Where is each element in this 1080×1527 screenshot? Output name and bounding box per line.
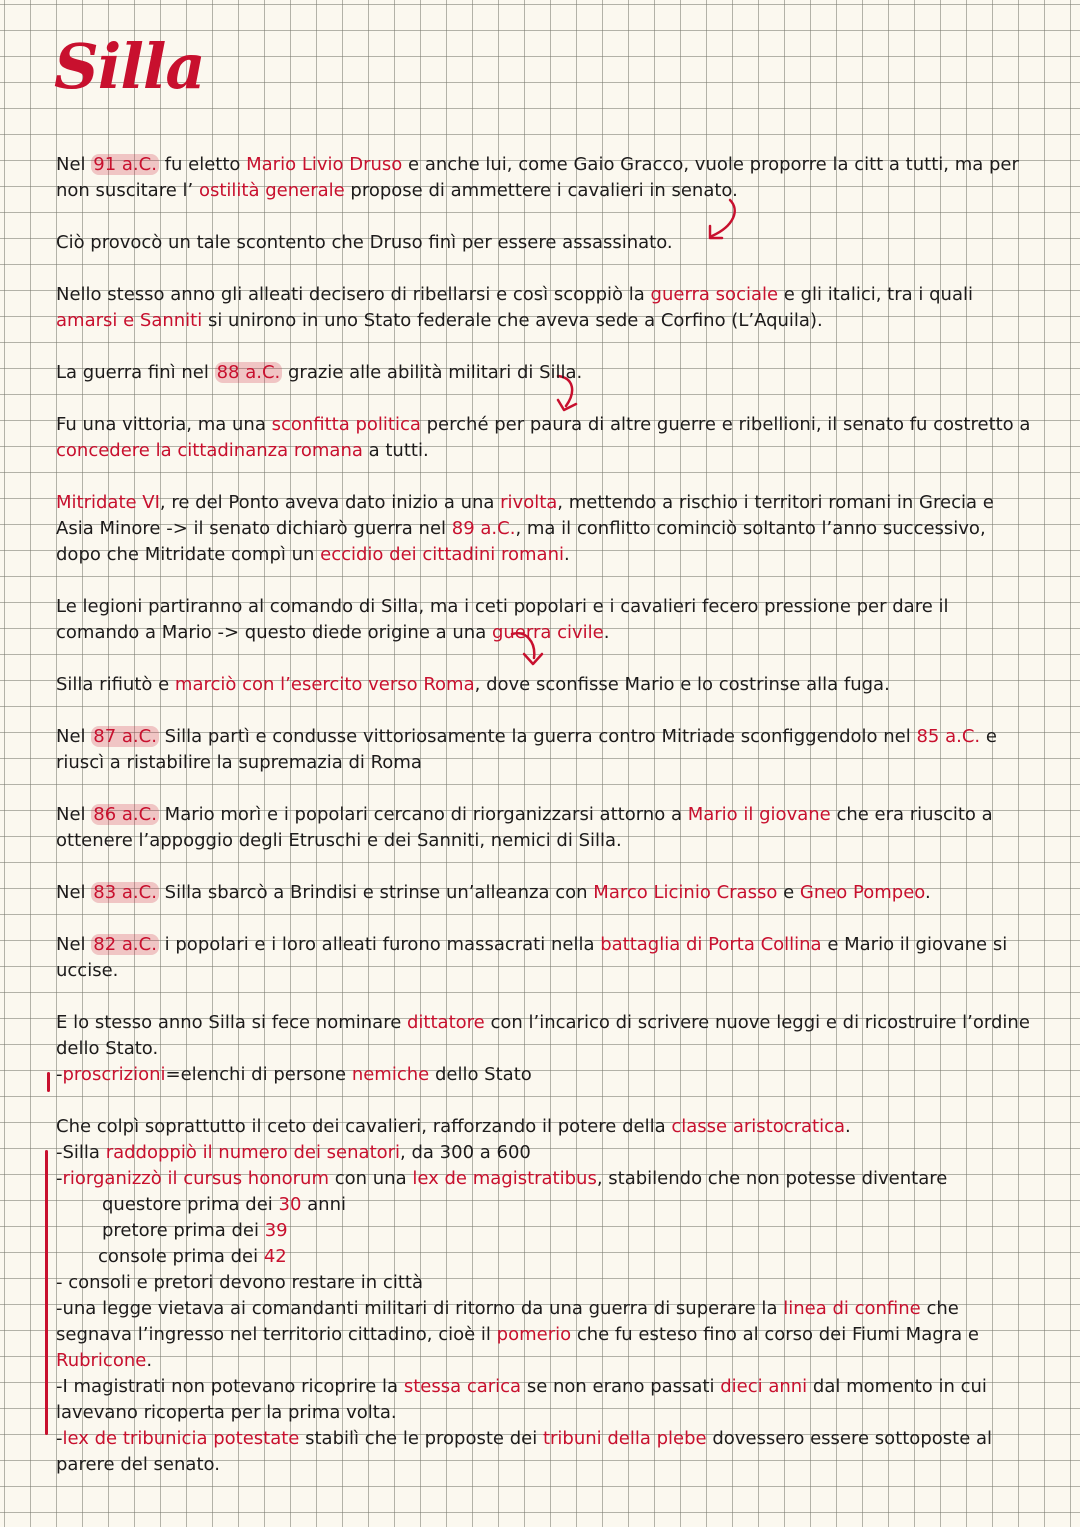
text: Nel [56, 934, 92, 955]
text: , mettendo a rischio i territori romani in Grecia e Asia Minore -> il senato dichiarò guerra nel [56, 492, 994, 539]
text: - consoli e pretori devono restare in città [56, 1272, 423, 1293]
date-highlight: 83 a.C. [93, 882, 157, 903]
keyword: raddoppiò il numero dei senatori [105, 1142, 401, 1163]
text: Silla partì e condusse vittoriosamente la guerra contro Mitriade sconfiggendolo nel [158, 726, 917, 747]
keyword: ostilità generale [198, 180, 345, 201]
text: anni [301, 1194, 346, 1215]
text: che segnava l’ingresso nel territorio cittadino, cioè il [56, 1298, 959, 1345]
keyword: Rubricone [56, 1350, 147, 1371]
keyword: guerra civile [491, 622, 604, 643]
keyword: linea di confine [783, 1298, 921, 1319]
keyword: classe aristocratica [671, 1116, 846, 1137]
keyword: proscrizioni [62, 1064, 166, 1085]
keyword: tribuni della plebe [542, 1428, 707, 1449]
keyword: amarsi e Sanniti [56, 310, 203, 331]
keyword: nemiche [351, 1064, 430, 1085]
text: -Silla [56, 1142, 106, 1163]
text: Silla sbarcò a Brindisi e strinse un’alleanza con [158, 882, 594, 903]
text: dovessero essere sottoposte al parere del senato. [56, 1428, 993, 1475]
text: con l’incarico di scrivere nuove leggi e di ricostruire l’ordine dello Stato. [56, 1012, 1030, 1059]
keyword: 30 [278, 1194, 302, 1215]
list-item [56, 1244, 1031, 1270]
date-highlight: 88 a.C. [216, 362, 281, 383]
keyword: riorganizzò il cursus honorum [62, 1168, 329, 1189]
list-item [56, 1140, 1031, 1166]
text: Nel [56, 804, 92, 825]
keyword: guerra sociale [650, 284, 779, 305]
paragraph [56, 1062, 1031, 1088]
text: che fu esteso fino al corso dei Fiumi Magra e [571, 1324, 979, 1345]
keyword: lex de magistratibus [412, 1168, 597, 1189]
text: con una [329, 1168, 413, 1189]
keyword: rivolta [500, 492, 558, 513]
date-highlight: 82 a.C. [93, 934, 157, 955]
text: e gli italici, tra i quali [778, 284, 973, 305]
keyword: eccidio dei cittadini romani [320, 544, 564, 565]
list-item [56, 1166, 1031, 1192]
text: perché per paura di altre guerre e ribellioni, il senato fu costretto a [420, 414, 1031, 435]
text: , ma il conflitto cominciò soltanto l’anno successivo, dopo che Mitridate compì un [56, 518, 986, 565]
text: , re del Ponto aveva dato inizio a una [159, 492, 501, 513]
text: console prima dei [98, 1246, 264, 1267]
list-item [56, 1374, 1031, 1426]
paragraph [56, 152, 1031, 204]
keyword: dittatore [407, 1012, 485, 1033]
text: si unirono in uno Stato federale che aveva sede a Corfino (L’Aquila). [202, 310, 823, 331]
text: Nel [56, 726, 92, 747]
text: e anche lui, come Gaio Gracco, vuole proporre la citt a tutti, ma per non suscitare l’ [56, 154, 1019, 201]
text: Nel [56, 154, 92, 175]
date-highlight: 87 a.C. [93, 726, 157, 747]
keyword: Mario Livio Druso [246, 154, 403, 175]
margin-bar [45, 1150, 48, 1435]
keyword: marciò con l’esercito verso Roma [174, 674, 475, 695]
text: propose di ammettere i cavalieri in senato. [344, 180, 738, 201]
text: -una legge vietava ai comandanti militari di ritorno da una guerra di superare la [56, 1298, 784, 1319]
margin-bar [47, 1072, 50, 1092]
text: Ciò provocò un tale scontento che Druso finì per essere assassinato. [56, 232, 673, 253]
keyword: Mitridate VI [56, 492, 160, 513]
text: , stabilendo che non potesse diventare [596, 1168, 948, 1189]
keyword: battaglia di Porta Collina [600, 934, 822, 955]
text: La guerra finì nel [56, 362, 215, 383]
text: E lo stesso anno Silla si fece nominare [56, 1012, 407, 1033]
text: che era riuscito a ottenere l’appoggio degli Etruschi e dei Sanniti, nemici di Silla. [56, 804, 993, 851]
paragraph [56, 360, 1031, 386]
keyword: Marco Licinio Crasso [593, 882, 778, 903]
text: stabilì che le proposte dei [299, 1428, 543, 1449]
list-item [56, 1218, 1031, 1244]
text: Fu una vittoria, ma una [56, 414, 272, 435]
text: e Mario il giovane si uccise. [56, 934, 1008, 981]
paragraph [56, 1114, 1031, 1140]
paragraph [56, 802, 1031, 854]
text: e riuscì a ristabilire la supremazia di Roma [56, 726, 997, 773]
keyword: concedere la cittadinanza romana [56, 440, 363, 461]
text: Mario morì e i popolari cercano di riorganizzarsi attorno a [158, 804, 688, 825]
keyword: pomerio [496, 1324, 572, 1345]
text: e [777, 882, 800, 903]
list-item [56, 1426, 1031, 1478]
text: , dove sconfisse Mario e lo costrinse alla fuga. [474, 674, 890, 695]
text: dello Stato [429, 1064, 532, 1085]
paragraph [56, 1010, 1031, 1062]
date-highlight: 91 a.C. [93, 154, 157, 175]
text: , da 300 a 600 [400, 1142, 531, 1163]
text: pretore prima dei [102, 1220, 265, 1241]
text: . [563, 544, 570, 565]
text: fu eletto [158, 154, 247, 175]
text: . [146, 1350, 153, 1371]
text: i popolari e i loro alleati furono massacrati nella [158, 934, 601, 955]
keyword: 42 [263, 1246, 287, 1267]
paragraph [56, 282, 1031, 334]
keyword: Gneo Pompeo [799, 882, 925, 903]
text: grazie alle abilità militari di Silla. [282, 362, 583, 383]
text: . [845, 1116, 851, 1137]
paragraph [56, 932, 1031, 984]
paragraph [56, 412, 1031, 464]
text: a tutti. [362, 440, 429, 461]
text: - [56, 1168, 63, 1189]
keyword: lex de tribunicia potestate [62, 1428, 300, 1449]
paragraph [56, 672, 1031, 698]
notes-body [56, 152, 1031, 1478]
keyword: dieci anni [720, 1376, 808, 1397]
paragraph [56, 594, 1031, 646]
text: Che colpì soprattutto il ceto dei cavalieri, rafforzando il potere della [56, 1116, 672, 1137]
keyword: Mario il giovane [687, 804, 831, 825]
keyword: 85 a.C. [916, 726, 981, 747]
paragraph [56, 880, 1031, 906]
paragraph [56, 230, 1031, 256]
text: questore prima dei [102, 1194, 279, 1215]
text: =elenchi di persone [165, 1064, 352, 1085]
text: Le legioni partiranno al comando di Silla, ma i ceti popolari e i cavalieri fecero pressione per dare il comando a Mario -> questo diede origine a una [56, 596, 949, 643]
keyword: stessa carica [403, 1376, 522, 1397]
text: dal momento in cui lavevano ricoperta per la prima volta. [56, 1376, 987, 1423]
list-item [56, 1192, 1031, 1218]
text: - [56, 1428, 63, 1449]
text: Nel [56, 882, 92, 903]
text: se non erano passati [521, 1376, 721, 1397]
paragraph [56, 724, 1031, 776]
text: . [603, 622, 610, 643]
list-item [56, 1270, 1031, 1296]
list-item [56, 1296, 1031, 1374]
paragraph [56, 490, 1031, 568]
text: Nello stesso anno gli alleati decisero di ribellarsi e così scoppiò la [56, 284, 651, 305]
text: Silla rifiutò e [56, 674, 175, 695]
keyword: sconfitta politica [271, 414, 421, 435]
page-title: Silla [54, 30, 205, 103]
text: . [925, 882, 931, 903]
keyword: 39 [264, 1220, 288, 1241]
text: -I magistrati non potevano ricoprire la [56, 1376, 404, 1397]
text: - [56, 1064, 63, 1085]
date-highlight: 86 a.C. [93, 804, 157, 825]
keyword: 89 a.C. [451, 518, 516, 539]
